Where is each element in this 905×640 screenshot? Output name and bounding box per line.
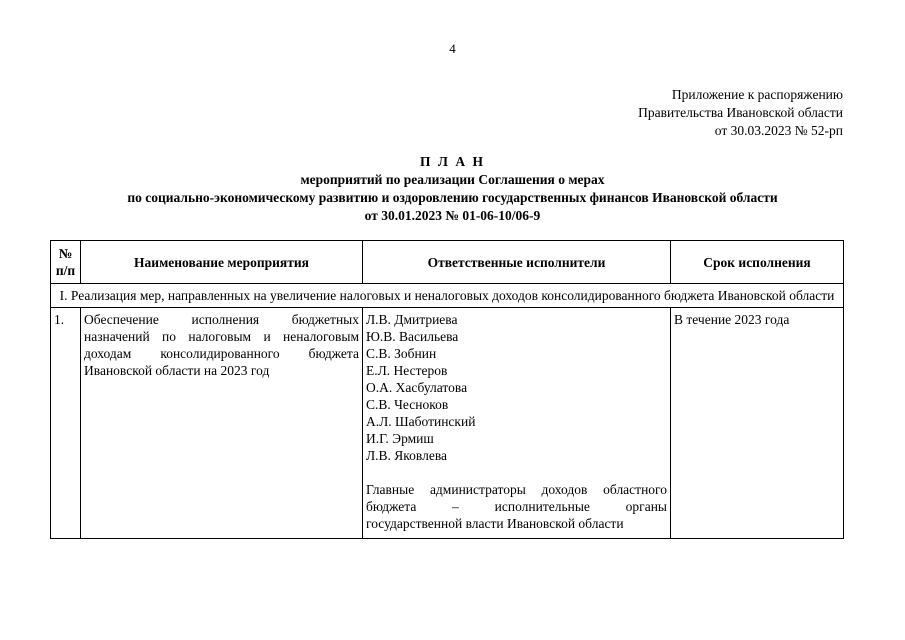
plan-heading: П Л А Н	[420, 154, 485, 169]
responsible-person: Е.Л. Нестеров	[366, 363, 448, 378]
row-num: 1.	[51, 308, 81, 539]
table-row	[51, 308, 844, 539]
responsible-person: С.В. Зобнин	[366, 346, 437, 361]
header-responsible: Ответственные исполнители	[363, 241, 671, 284]
appendix-line: Приложение к распоряжению	[671, 87, 843, 102]
appendix-line: от 30.03.2023 № 52-рп	[714, 123, 843, 138]
responsible-person: С.В. Чесноков	[366, 397, 449, 412]
header-num: № п/п	[51, 241, 81, 284]
header-term: Срок исполнения	[671, 241, 844, 284]
responsible-person: И.Г. Эрмиш	[366, 431, 434, 446]
header-name: Наименование мероприятия	[81, 241, 363, 284]
responsible-person: О.А. Хасбулатова	[366, 380, 468, 395]
responsible-person: А.Л. Шаботинский	[366, 414, 476, 429]
table-header-row	[51, 241, 844, 284]
page-number: 4	[449, 41, 456, 56]
responsible-note: Главные администраторы доходов областного бюджета – исполнительные органы государственной власти Ивановской области	[366, 482, 667, 531]
responsible-person: Ю.В. Васильева	[366, 329, 459, 344]
row-name: Обеспечение исполнения бюджетных назначений по налоговым и неналоговым доходам консолидированного бюджета Ивановской области на 2023 год	[81, 308, 363, 539]
title-line: по социально-экономическому развитию и оздоровлению государственных финансов Ивановской области	[127, 190, 778, 205]
responsible-person: Л.В. Яковлева	[366, 448, 448, 463]
title-line: от 30.01.2023 № 01-06-10/06-9	[364, 208, 541, 223]
responsible-list	[366, 311, 667, 464]
appendix-note	[638, 86, 843, 140]
title-line: мероприятий по реализации Соглашения о мерах	[300, 172, 605, 187]
responsible-person: Л.В. Дмитриева	[366, 312, 458, 327]
row-term: В течение 2023 года	[671, 308, 844, 539]
appendix-line: Правительства Ивановской области	[638, 105, 843, 120]
document-title	[0, 153, 905, 225]
section-row	[51, 284, 844, 308]
row-responsible	[363, 308, 671, 539]
section-title: I. Реализация мер, направленных на увеличение налоговых и неналоговых доходов консолидированного бюджета Ивановской области	[51, 284, 844, 308]
plan-table	[50, 240, 844, 539]
